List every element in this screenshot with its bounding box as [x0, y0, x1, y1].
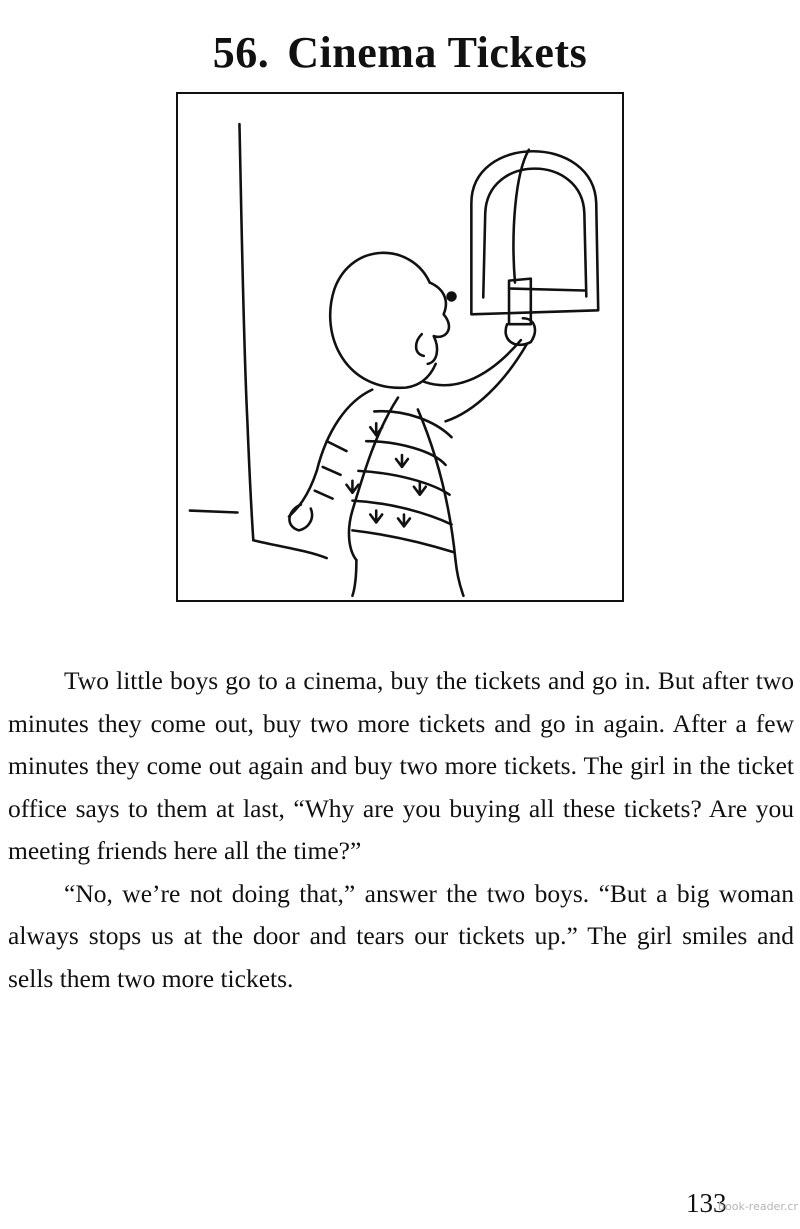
story-paragraph-1: Two little boys go to a cinema, buy the tickets and go in. But after two minutes they come out, buy two more tickets and go in again. After a few minutes they come out again and buy two more tickets. The girl in the ticket office says to them at last, “Why are you buying all these tickets? Are you meeting friends here all the time?”: [8, 666, 794, 865]
lesson-title: Cinema Tickets: [287, 28, 588, 78]
page-title: [0, 29, 800, 77]
illustration-frame: [176, 92, 624, 602]
boy-at-ticket-window-illustration: [178, 94, 622, 600]
lesson-number: 56.: [212, 28, 270, 78]
story-text: [8, 660, 794, 1000]
page-number: 133: [686, 1188, 727, 1218]
watermark: book-reader.cr: [718, 1200, 798, 1213]
story-paragraph-2: “No, we’re not doing that,” answer the two boys. “But a big woman always stops us at the door and tears our tickets up.” The girl smiles and sells them two more tickets.: [8, 878, 794, 993]
